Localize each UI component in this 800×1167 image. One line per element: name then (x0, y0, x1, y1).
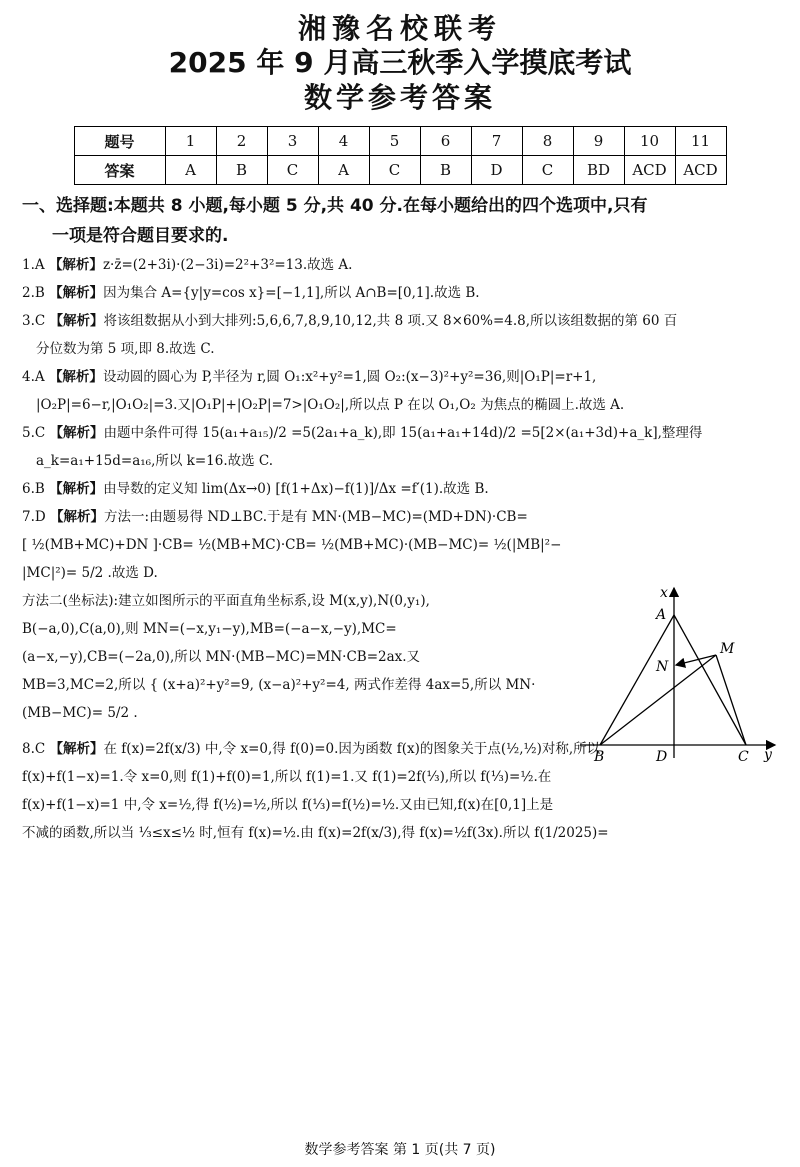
cell-answer: D (471, 156, 522, 185)
analysis-tag: 【解析】 (49, 481, 104, 497)
exam-org-title: 湘豫名校联考 (297, 12, 502, 45)
analysis-tag: 【解析】 (48, 257, 103, 273)
row-label-answer: 答案 (74, 156, 165, 185)
label-m: M (720, 641, 735, 657)
label-y: y (764, 747, 772, 763)
solution-text: 由题中条件可得 15(a₁+a₁₅)/2 =5(2a₁+a_k),即 15(a₁+a₁+14d)/2 =5[2×(a₁+3d)+a_k],整理得 (103, 425, 703, 441)
solution-text: 将该组数据从小到大排列:5,6,6,7,8,9,10,12,共 8 项.又 8×60%=4.8,所以该组数据的第 60 百 (103, 313, 678, 329)
question-id: 3.C (22, 313, 46, 329)
section-heading-line: 一项是符合题目要求的. (52, 226, 229, 246)
analysis-tag: 【解析】 (49, 741, 104, 757)
solution-text: f(x)+f(1−x)=1 中,令 x=½,得 f(½)=½,所以 f(⅓)=f(½)=½.又由已知,f(x)在[0,1]上是 (22, 797, 554, 813)
row-label-number: 题号 (74, 127, 165, 156)
solution-item (22, 363, 778, 419)
solutions (22, 251, 778, 847)
solution-item (22, 419, 778, 475)
question-id: 6.B (22, 481, 45, 497)
cell-answer: C (369, 156, 420, 185)
solution-text: |O₂P|=6−r,|O₁O₂|=3.又|O₁P|+|O₂P|=7>|O₁O₂|,所以点 P 在以 O₁,O₂ 为焦点的椭圆上.故选 A. (36, 397, 625, 413)
cell-answer: B (420, 156, 471, 185)
cell-answer: A (165, 156, 216, 185)
solution-text: MB=3,MC=2,所以 { (x+a)²+y²=9, (x−a)²+y²=4, 两式作差得 4ax=5,所以 MN· (22, 677, 536, 693)
cell-answer: BD (573, 156, 624, 185)
question-id: 1.A (22, 257, 45, 273)
analysis-tag: 【解析】 (49, 285, 104, 301)
solution-text: 分位数为第 5 项,即 8.故选 C. (36, 341, 215, 357)
solution-item (22, 279, 778, 307)
cell-answer: ACD (624, 156, 675, 185)
cell-answer: C (522, 156, 573, 185)
solution-text: f(x)+f(1−x)=1.令 x=0,则 f(1)+f(0)=1,所以 f(1)=1.又 f(1)=2f(⅓),所以 f(⅓)=½.在 (22, 769, 552, 785)
label-a: A (656, 607, 667, 623)
cell-answer: B (216, 156, 267, 185)
solution-text: 设动圆的圆心为 P,半径为 r,圆 O₁:x²+y²=1,圆 O₂:(x−3)²+y²=36,则|O₁P|=r+1, (102, 369, 597, 385)
cell-answer: A (318, 156, 369, 185)
label-x: x (660, 585, 668, 601)
analysis-tag: 【解析】 (49, 313, 104, 329)
solution-text: (MB−MC)= 5/2 . (22, 705, 138, 721)
cell-number: 10 (624, 127, 675, 156)
label-c: C (738, 749, 749, 763)
cell-number: 9 (573, 127, 624, 156)
label-d: D (656, 749, 668, 763)
solution-item (22, 475, 778, 503)
cell-number: 8 (522, 127, 573, 156)
cell-number: 7 (471, 127, 522, 156)
solution-item (22, 307, 778, 363)
segment-ab (600, 615, 674, 745)
geometry-figure (570, 583, 780, 763)
cell-number: 2 (216, 127, 267, 156)
analysis-tag: 【解析】 (48, 369, 103, 385)
cell-number: 1 (165, 127, 216, 156)
answer-table-row-answers (74, 156, 726, 185)
cell-answer: ACD (675, 156, 726, 185)
cell-number: 3 (267, 127, 318, 156)
solution-text: [ ½(MB+MC)+DN ]·CB= ½(MB+MC)·CB= ½(MB+MC)·(MB−MC)= ½(|MB|²− (22, 537, 562, 553)
header (22, 12, 778, 116)
answer-table-row-numbers (74, 127, 726, 156)
section-heading-line: 一、选择题:本题共 8 小题,每小题 5 分,共 40 分.在每小题给出的四个选项中,只有 (22, 196, 648, 216)
answer-table (74, 126, 727, 185)
solution-item (22, 503, 778, 587)
solution-text: z·z̄=(2+3i)·(2−3i)=2²+3²=13.故选 A. (102, 257, 353, 273)
answer-title: 数学参考答案 (303, 81, 496, 114)
solution-text: 方法二(坐标法):建立如图所示的平面直角坐标系,设 M(x,y),N(0,y₁), (22, 593, 430, 609)
solution-text: |MC|²)= 5/2 .故选 D. (22, 565, 158, 581)
label-n: N (656, 659, 669, 675)
solution-text: (a−x,−y),CB=(−2a,0),所以 MN·(MB−MC)=MN·CB=2ax.又 (22, 649, 421, 665)
solution-text: 因为集合 A={y|y=cos x}=[−1,1],所以 A∩B=[0,1].故选 B. (103, 285, 480, 301)
question-id: 7.D (22, 509, 46, 525)
analysis-tag: 【解析】 (50, 509, 105, 525)
section-heading (22, 191, 778, 251)
page-footer: 数学参考答案 第 1 页(共 7 页) (304, 1142, 496, 1158)
label-b: B (594, 749, 605, 763)
cell-number: 11 (675, 127, 726, 156)
analysis-tag: 【解析】 (49, 425, 104, 441)
question-id: 8.C (22, 741, 46, 757)
question-id: 4.A (22, 369, 45, 385)
solution-item (22, 587, 562, 727)
solution-text: B(−a,0),C(a,0),则 MN=(−x,y₁−y),MB=(−a−x,−y),MC= (22, 621, 397, 637)
cell-number: 5 (369, 127, 420, 156)
solution-text: 在 f(x)=2f(x/3) 中,令 x=0,得 f(0)=0.因为函数 f(x)的图象关于点(½,½)对称,所以 (103, 741, 601, 757)
exam-name-title: 2025 年 9 月高三秋季入学摸底考试 (168, 46, 632, 79)
cell-answer: C (267, 156, 318, 185)
cell-number: 4 (318, 127, 369, 156)
question-id: 5.C (22, 425, 46, 441)
solution-text: 由导数的定义知 lim(Δx→0) [f(1+Δx)−f(1)]/Δx =f′(1).故选 B. (103, 481, 489, 497)
question-id: 2.B (22, 285, 45, 301)
solution-item (22, 251, 778, 279)
cell-number: 6 (420, 127, 471, 156)
solution-text: 方法一:由题易得 ND⊥BC.于是有 MN·(MB−MC)=(MD+DN)·CB= (104, 509, 528, 525)
solution-text: a_k=a₁+15d=a₁₆,所以 k=16.故选 C. (36, 453, 274, 469)
solution-text: 不减的函数,所以当 ⅓≤x≤½ 时,恒有 f(x)=½.由 f(x)=2f(x/3),得 f(x)=½f(3x).所以 f(1/2025)= (22, 825, 609, 841)
